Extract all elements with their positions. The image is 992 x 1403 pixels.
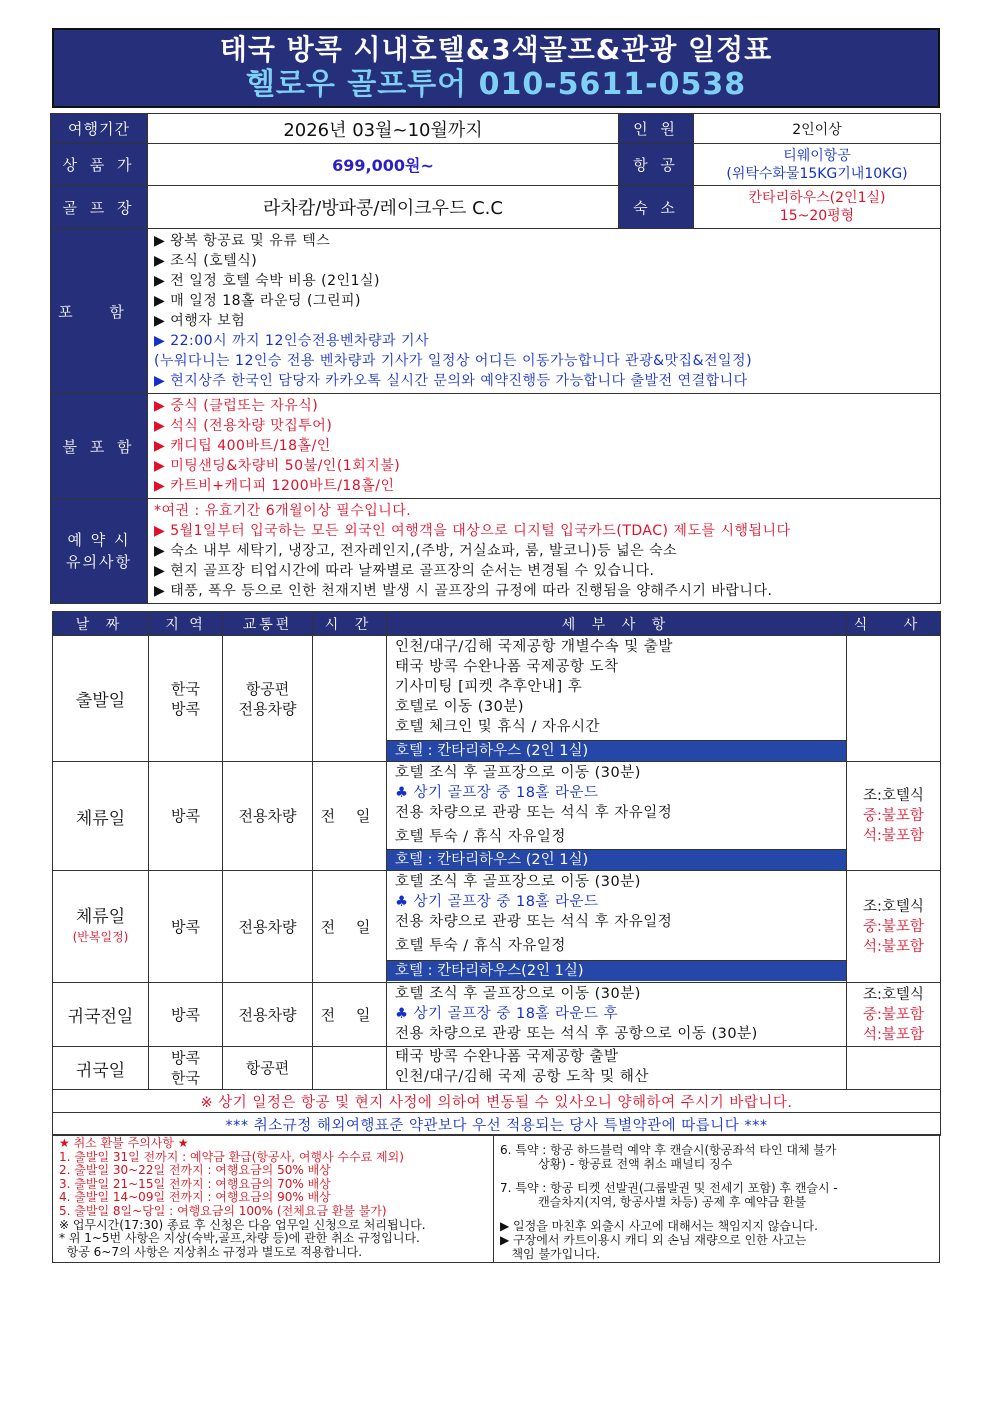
people-label: 인 원 <box>619 114 694 144</box>
exclude-item: ▶ 카트비+캐디피 1200바트/18홀/인 <box>154 478 395 494</box>
meal-breakfast: 조:호텔식 <box>863 788 924 804</box>
detail-line: 기사미팅 [피켓 추후안내] 후 <box>395 679 583 695</box>
page-subtitle: 헬로우 골프투어 010-5611-0538 <box>245 67 747 102</box>
include-item: ▶ 여행자 보험 <box>154 313 246 329</box>
stay-size: 15~20평형 <box>779 208 855 224</box>
detail-line: 호텔 조식 후 골프장으로 이동 (30분) <box>395 765 641 781</box>
special-terms-item: ▶ 일정을 마친후 외출시 사고에 대해서는 책임지지 않습니다. <box>500 1219 818 1233</box>
include-item: (누워다니는 12인승 전용 벤차량과 기사가 일정상 어디든 이동가능합니다 관광&맛집&전일정) <box>154 353 753 369</box>
detail-line: 인천/대구/김해 국제공항 개별수속 및 출발 <box>395 639 673 655</box>
schedule-notice: ※ 상기 일정은 항공 및 현지 사정에 의하여 변동될 수 있사오니 양해하여 주시기 바랍니다. <box>53 1090 941 1113</box>
day-name: 체류일 <box>75 906 126 927</box>
include-list <box>148 229 941 394</box>
notes-item: ▶ 현지 골프장 티업시간에 따라 날짜별로 골프장의 순서는 변경될 수 있습니다. <box>154 563 655 579</box>
include-item: ▶ 왕복 항공료 및 유류 텍스 <box>154 233 331 249</box>
notes-label <box>51 499 148 604</box>
notes-item: ▶ 태풍, 폭우 등으로 인한 천재지변 발생 시 골프장의 규정에 따라 진행됨을 양해주시기 바랍니다. <box>154 583 773 599</box>
cancel-heading: ★ 취소 환불 주의사항 ★ <box>59 1136 189 1150</box>
day-cell <box>53 983 149 1047</box>
meal-cell <box>847 762 941 871</box>
notice-row <box>53 1113 941 1136</box>
notes-label-line2: 유의사항 <box>66 553 132 571</box>
golf-value: 라차캄/방파콩/레이크우드 C.C <box>148 186 619 229</box>
detail-line: 호텔 조식 후 골프장으로 이동 (30분) <box>395 986 641 1002</box>
schedule-row <box>53 1047 941 1090</box>
cancel-item: ※ 업무시간(17:30) 종료 후 신청은 다음 업무일 신청으로 처리됩니다. <box>59 1217 426 1232</box>
transport-cell: 전용차량 <box>223 762 313 871</box>
detail-cell <box>387 871 847 983</box>
exclude-item: ▶ 미팅샌딩&차량비 50불/인(1회지불) <box>154 458 401 474</box>
region-line: 한국 <box>171 679 200 698</box>
people-value: 2인이상 <box>694 114 941 144</box>
region-line: 방콕 <box>171 699 200 718</box>
cancel-item: 항공 6~7의 사항은 지상취소 규정과 별도로 적용합니다. <box>59 1244 363 1259</box>
period-value: 2026년 03월~10월까지 <box>148 114 619 144</box>
meal-cell <box>847 983 941 1047</box>
stay-name: 칸타리하우스(2인1실) <box>748 190 886 206</box>
detail-line: 호텔 체크인 및 휴식 / 자유시간 <box>395 719 601 735</box>
meal-breakfast: 조:호텔식 <box>863 986 924 1003</box>
airline-label: 항 공 <box>619 144 694 186</box>
col-header-detail: 세 부 사 항 <box>387 612 847 636</box>
stay-label: 숙 소 <box>619 186 694 229</box>
cancel-item: 1. 출발일 31일 전까지 : 예약금 환급(항공사, 여행사 수수료 제외) <box>59 1149 404 1164</box>
time-cell: 전 일 <box>313 983 387 1047</box>
meal-lunch: 중:불포함 <box>863 1006 924 1023</box>
col-header-date: 날 짜 <box>53 612 149 636</box>
cancel-policy-left <box>53 1135 494 1262</box>
day-cell <box>53 1047 149 1090</box>
cancel-item: * 위 1~5번 사항은 지상(숙박,골프,차량 등)에 관한 취소 규정입니다. <box>59 1231 420 1246</box>
special-terms-item: 캔슬차지(지역, 항공사별 차등) 공제 후 예약금 환불 <box>500 1195 807 1209</box>
day-name: 체류일 <box>75 808 126 829</box>
schedule-row <box>53 871 941 983</box>
hotel-bar: 호텔 : 칸타리하우스 (2인 1실) <box>387 849 846 870</box>
time-cell <box>313 1047 387 1090</box>
special-terms-item: ▶ 구장에서 카트이용시 캐디 외 손님 재량으로 인한 사고는 <box>500 1233 807 1247</box>
col-header-region: 지 역 <box>149 612 223 636</box>
detail-line: 호텔 조식 후 골프장으로 이동 (30분) <box>395 874 641 890</box>
day-cell <box>53 871 149 983</box>
notes-item: *여권 : 유효기간 6개월이상 필수입니다. <box>154 503 412 519</box>
detail-line: 호텔 투숙 / 휴식 자유일정 <box>395 938 566 954</box>
include-item: ▶ 조식 (호텔식) <box>154 253 258 269</box>
detail-cell <box>387 636 847 762</box>
exclude-label: 불 포 함 <box>51 394 148 499</box>
info-table <box>50 113 941 604</box>
airline-baggage: (위탁수화물15KG기내10KG) <box>726 165 908 182</box>
region-cell: 방콕 <box>149 871 223 983</box>
airline-value <box>694 144 941 186</box>
detail-cell <box>387 983 847 1047</box>
transport-cell: 항공편 <box>223 1047 313 1090</box>
detail-line: 태국 방콕 수완나폼 국제공항 출발 <box>395 1049 619 1065</box>
region-cell <box>149 636 223 762</box>
transport-line: 항공편 <box>245 679 290 698</box>
region-cell: 방콕 <box>149 983 223 1047</box>
detail-line: 전용 차량으로 관광 또는 석식 후 자유일정 <box>395 805 673 821</box>
col-header-time: 시 간 <box>313 612 387 636</box>
period-label: 여행기간 <box>51 114 148 144</box>
detail-line: ♣ 상기 골프장 중 18홀 라운드 <box>395 785 599 801</box>
schedule-row <box>53 983 941 1047</box>
meal-cell <box>847 1047 941 1090</box>
airline-name: 티웨이항공 <box>783 147 851 164</box>
special-terms-item: 상황) - 항공료 전액 취소 패널티 징수 <box>500 1157 733 1171</box>
meal-lunch: 중:불포함 <box>863 918 924 935</box>
stay-value <box>694 186 941 229</box>
exclude-item: ▶ 중식 (클럽또는 자유식) <box>154 398 319 414</box>
region-line: 방콕 <box>171 1049 200 1067</box>
region-cell: 방콕 <box>149 762 223 871</box>
cancel-policy-notice: *** 취소규정 해외여행표준 약관보다 우선 적용되는 당사 특별약관에 따릅니다 *** <box>53 1113 941 1136</box>
day-sub: (반복일정) <box>72 929 129 944</box>
transport-line: 전용차량 <box>238 699 297 718</box>
notes-item: ▶ 숙소 내부 세탁기, 냉장고, 전자레인지,(주방, 거실쇼파, 룸, 발코니)등 넓은 숙소 <box>154 543 678 559</box>
detail-line: 호텔 투숙 / 휴식 자유일정 <box>395 829 566 845</box>
hotel-bar: 호텔 : 칸타리하우스(2인 1실) <box>387 960 846 981</box>
cancel-policy-right <box>494 1135 939 1262</box>
meal-dinner: 석:불포함 <box>863 828 924 844</box>
include-item: ▶ 현지상주 한국인 담당자 카카오톡 실시간 문의와 예약진행등 가능합니다 출발전 연결합니다 <box>154 373 748 389</box>
cancel-item: 4. 출발일 14~09일 전까지 : 여행요금의 90% 배상 <box>59 1190 331 1205</box>
special-terms-item: 책임 불가입니다. <box>500 1247 601 1261</box>
meal-cell <box>847 871 941 983</box>
detail-line: ♣ 상기 골프장 중 18홀 라운드 <box>395 894 599 910</box>
exclude-list <box>148 394 941 499</box>
notes-list <box>148 499 941 604</box>
meal-cell <box>847 636 941 762</box>
exclude-item: ▶ 캐디팁 400바트/18홀/인 <box>154 438 331 454</box>
detail-line: 전용 차량으로 관광 또는 석식 후 자유일정 <box>395 914 673 930</box>
include-item: ▶ 전 일정 호텔 숙박 비용 (2인1실) <box>154 273 380 289</box>
meal-dinner: 석:불포함 <box>863 938 924 955</box>
page-title: 태국 방콕 시내호텔&3색골프&관광 일정표 <box>219 33 773 66</box>
meal-lunch: 중:불포함 <box>863 808 924 824</box>
detail-line: 인천/대구/김해 국제 공항 도착 및 해산 <box>395 1069 649 1085</box>
notice-row <box>53 1090 941 1113</box>
time-cell: 전 일 <box>313 762 387 871</box>
detail-line: ♣ 상기 골프장 중 18홀 라운드 후 <box>395 1006 619 1022</box>
cancel-item: 3. 출발일 21~15일 전까지 : 여행요금의 70% 배상 <box>59 1176 331 1191</box>
detail-line: 호텔로 이동 (30분) <box>395 699 525 715</box>
include-item: ▶ 매 일정 18홀 라운딩 (그린피) <box>154 293 361 309</box>
cancel-item: 2. 출발일 30~22일 전까지 : 여행요금의 50% 배상 <box>59 1163 331 1178</box>
day-name: 귀국전일 <box>67 1007 134 1027</box>
day-cell <box>53 636 149 762</box>
time-cell <box>313 636 387 762</box>
transport-cell <box>223 636 313 762</box>
day-name: 귀국일 <box>75 1060 126 1081</box>
special-terms-item: 7. 특약 : 항공 티켓 선발권(그룹발권 및 전세기 포함) 후 캔슬시 - <box>500 1181 838 1195</box>
day-cell <box>53 762 149 871</box>
day-name: 출발일 <box>75 691 126 711</box>
hotel-bar: 호텔 : 칸타리하우스 (2인 1실) <box>387 740 846 761</box>
meal-dinner: 석:불포함 <box>863 1026 924 1043</box>
include-label: 포 함 <box>51 229 148 394</box>
region-line: 한국 <box>171 1069 200 1087</box>
cancel-item: 5. 출발일 8일~당일 : 여행요금의 100% (전체요금 환불 불가) <box>59 1203 387 1218</box>
col-header-transport: 교통편 <box>223 612 313 636</box>
detail-cell <box>387 1047 847 1090</box>
notes-label-line1: 예 약 시 <box>67 531 131 549</box>
transport-cell: 전용차량 <box>223 983 313 1047</box>
schedule-row <box>53 636 941 762</box>
schedule-row <box>53 762 941 871</box>
detail-cell <box>387 762 847 871</box>
notes-item: ▶ 5월1일부터 입국하는 모든 외국인 여행객을 대상으로 디지털 입국카드(TDAC) 제도를 시행됩니다 <box>154 523 791 539</box>
include-item: ▶ 22:00시 까지 12인승전용벤차량과 기사 <box>154 333 430 349</box>
title-banner <box>52 28 940 108</box>
time-cell: 전 일 <box>313 871 387 983</box>
exclude-item: ▶ 석식 (전용차량 맛집투어) <box>154 418 333 434</box>
price-value: 699,000원~ <box>332 156 434 175</box>
golf-label: 골 프 장 <box>51 186 148 229</box>
price-label: 상 품 가 <box>51 144 148 186</box>
transport-cell: 전용차량 <box>223 871 313 983</box>
detail-line: 태국 방콕 수완나폼 국제공항 도착 <box>395 659 619 675</box>
col-header-meal: 식 사 <box>847 612 941 636</box>
meal-breakfast: 조:호텔식 <box>863 898 924 915</box>
region-cell <box>149 1047 223 1090</box>
special-terms-item: 6. 특약 : 항공 하드블럭 예약 후 캔슬시(항공좌석 타인 대체 불가 <box>500 1143 837 1157</box>
detail-line: 전용 차량으로 관광 또는 석식 후 공항으로 이동 (30분) <box>395 1026 758 1042</box>
schedule-table <box>52 611 941 1136</box>
cancel-policy-box <box>52 1134 940 1263</box>
